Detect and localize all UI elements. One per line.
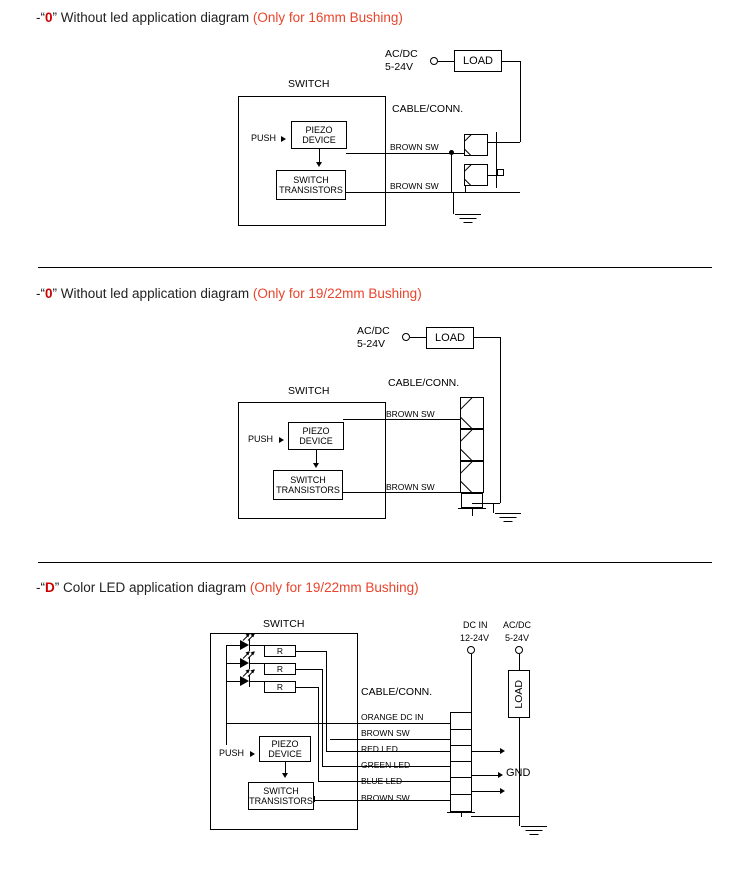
led-feed-2 (226, 663, 240, 664)
led-feed-3 (226, 681, 240, 682)
led-wire-2-out (296, 669, 322, 670)
resistor-3 (264, 681, 296, 693)
cable-conn-label-2: CABLE/CONN. (361, 686, 433, 698)
led-bus-2 (322, 669, 323, 766)
gnd-label-2: GND (506, 767, 531, 779)
led-wire-3 (249, 681, 264, 682)
heading-code-1: 0 (45, 286, 53, 301)
supply-terminal-2 (515, 646, 523, 654)
supply-label-2-line2: 5-24V (505, 633, 530, 643)
switch-transistors-box-1 (273, 470, 343, 500)
push-arrow-icon-1 (279, 437, 284, 443)
wire-lead-2-3 (326, 751, 450, 752)
heading-quote-open-1: “ (40, 286, 45, 301)
ground-symbol-1 (493, 513, 523, 525)
switch-label-0: SWITCH (288, 78, 330, 90)
piezo-line2-0: DEVICE (302, 135, 336, 145)
out-arrow-red-icon (500, 748, 505, 754)
wire-lead-2-5 (318, 781, 450, 782)
wire-lead-2-6-stub (314, 796, 315, 802)
supply-terminal-0 (430, 57, 438, 65)
cable-conn-label-0: CABLE/CONN. (392, 103, 464, 115)
section-heading-0 (36, 10, 403, 25)
ground-symbol-0 (453, 214, 483, 226)
supply-wire-1 (410, 337, 426, 338)
section-heading-2 (36, 580, 419, 595)
connector-base-stub-2 (461, 812, 462, 817)
push-arrow-icon-0 (281, 136, 286, 142)
connector-nub-0 (497, 169, 504, 176)
supply-label-1-line1: AC/DC (357, 325, 390, 337)
wire-lead-2-4 (322, 766, 450, 767)
wire-label-0-2: BROWN SW (390, 181, 439, 191)
heading-text-2: Color LED application diagram (59, 580, 250, 595)
connector-div-2-2 (450, 745, 472, 746)
sw-wire-bot-internal-0 (346, 192, 386, 193)
switch-tr-line2-1: TRANSISTORS (276, 485, 340, 495)
out-arrow-blue-icon (500, 788, 505, 794)
out-arrow-green-icon (498, 772, 503, 778)
piezo-line1-0: PIEZO (305, 124, 333, 135)
sw-wire-top-internal-0 (346, 153, 386, 154)
load-out-wire-0 (502, 61, 520, 62)
cable-conn-label-1: CABLE/CONN. (388, 377, 460, 389)
led-wire-1 (249, 645, 264, 646)
switch-transistors-box-2 (248, 782, 314, 810)
connector-base-stub-1 (472, 508, 473, 516)
load-return-wire-2 (471, 816, 519, 817)
terminal-cell-1-1 (460, 397, 484, 429)
piezo-line2-2: DEVICE (268, 749, 302, 759)
led-triangle-1-icon (240, 640, 249, 650)
heading-quote-open-2: “ (40, 580, 45, 595)
connector-div-2-1 (450, 729, 472, 730)
supply-label-2-line1: AC/DC (503, 620, 532, 630)
out-wire-blue (472, 791, 502, 792)
wire-label-2-1: ORANGE DC IN (361, 712, 424, 722)
wire-label-0-1: BROWN SW (390, 142, 439, 152)
sw-wire-top-internal-1 (343, 419, 386, 420)
connector-div-2-4 (450, 777, 472, 778)
wire-lead-2-2 (330, 739, 450, 740)
resistor-1-label: R (276, 646, 284, 656)
wire-lead-1-2 (386, 492, 460, 493)
section-heading-1 (36, 286, 422, 301)
terminal-cell-1-2 (460, 429, 484, 461)
wire-lead-2-6 (314, 800, 450, 801)
push-arrow-icon-2 (250, 751, 255, 757)
connector-tail-1 (461, 493, 483, 508)
wire-label-1-2: BROWN SW (386, 482, 435, 492)
wire-label-2-4: GREEN LED (361, 760, 411, 770)
supply-wire-0 (438, 61, 454, 62)
ground-symbol-2 (519, 826, 549, 838)
connector-div-2-3 (450, 761, 472, 762)
dcin-down-wire (471, 654, 472, 716)
piezo-device-box-2 (259, 736, 311, 762)
supply-terminal-1 (402, 333, 410, 341)
heading-quote-close: ” (52, 10, 58, 25)
ground-wire-1 (472, 503, 500, 504)
ground-down-0 (453, 192, 454, 214)
led-bus-common (226, 695, 227, 745)
heading-quote-close-2: ” (54, 580, 60, 595)
wire-label-2-3: RED LED (361, 744, 398, 754)
wire-lead-1-1 (386, 419, 460, 420)
terminal-cell-0-2 (464, 164, 488, 186)
piezo-device-box-1 (288, 422, 344, 450)
heading-code-2: D (45, 580, 55, 595)
wire-lead-2-1 (310, 723, 450, 724)
switch-outer-box-0 (238, 96, 386, 226)
push-label-2: PUSH (219, 748, 245, 758)
load-label-0: LOAD (463, 54, 493, 67)
piezo-line1-1: PIEZO (302, 425, 330, 436)
section-divider-1 (38, 562, 712, 563)
ground-down-2 (519, 816, 520, 826)
out-wire-green (472, 775, 500, 776)
piezo-device-box-0 (291, 121, 347, 149)
led-wire-1-out (296, 651, 326, 652)
heading-text: Without led application diagram (57, 10, 253, 25)
section-divider-0 (38, 267, 712, 268)
led-triangle-2-icon (240, 658, 249, 668)
common-to-dcin-wire (226, 723, 310, 724)
wire-label-1-1: BROWN SW (386, 409, 435, 419)
connector-body-0 (496, 132, 497, 188)
switch-label-2: SWITCH (263, 618, 305, 630)
switch-tr-line1-0: SWITCH (293, 174, 329, 185)
resistor-1 (264, 645, 296, 657)
led-bus-left (226, 645, 227, 695)
led-feed-1 (226, 645, 240, 646)
switch-label-1: SWITCH (288, 385, 330, 397)
out-wire-red (472, 751, 502, 752)
supply-label-1-line2: 5-24V (357, 338, 386, 350)
wire-label-2-6: BROWN SW (361, 793, 410, 803)
led-wire-3-out (296, 687, 318, 688)
resistor-3-label: R (276, 682, 284, 692)
wire-label-2-5: BLUE LED (361, 776, 403, 786)
sw-wire-bot-internal-1 (343, 492, 386, 493)
terminal-cell-1-3 (460, 461, 484, 493)
switch-tr-line2-0: TRANSISTORS (279, 185, 343, 195)
heading-code: 0 (45, 10, 53, 25)
resistor-2 (264, 663, 296, 675)
resistor-2-label: R (276, 664, 284, 674)
switch-tr-line1-2: SWITCH (263, 785, 299, 796)
ground-wire-0 (464, 192, 520, 193)
switch-tr-line2-2: TRANSISTORS (249, 796, 313, 806)
supply-label-0-line2: 5-24V (385, 61, 414, 73)
ground-stub-0 (465, 186, 466, 192)
led-bus-3 (318, 687, 319, 781)
switch-transistors-box-0 (276, 170, 346, 200)
led-bus-1 (326, 651, 327, 751)
connector-block-2 (450, 712, 472, 812)
heading-quote-open: “ (40, 10, 45, 25)
heading-dash: - (36, 10, 41, 25)
switch-tr-line1-1: SWITCH (290, 474, 326, 485)
dcin-label-line2: 12-24V (460, 633, 490, 643)
piezo-line2-1: DEVICE (299, 436, 333, 446)
supply-down-wire-2 (519, 654, 520, 670)
load-label-2: LOAD (512, 679, 525, 709)
heading-quote-close-1: ” (52, 286, 58, 301)
terminal-cell-0-1 (464, 134, 488, 156)
heading-dash-1: - (36, 286, 41, 301)
piezo-line1-2: PIEZO (271, 738, 299, 749)
heading-text-1: Without led application diagram (57, 286, 253, 301)
load-box-1 (426, 327, 474, 349)
load-out-wire-1 (474, 337, 500, 338)
connector-div-2-5 (450, 794, 472, 795)
dcin-terminal (467, 646, 475, 654)
push-label-1: PUSH (248, 434, 274, 444)
ground-down-1 (493, 503, 494, 513)
led-triangle-3-icon (240, 676, 249, 686)
piezo-arrow-icon-2 (282, 773, 288, 778)
load-down-wire-1 (500, 337, 501, 503)
load-box-2 (508, 670, 530, 718)
heading-dash-2: - (36, 580, 41, 595)
junction-link-0 (451, 153, 452, 192)
supply-label-0-line1: AC/DC (385, 48, 418, 60)
connector-tap-0-2 (488, 175, 496, 176)
piezo-arrow-icon-0 (316, 162, 322, 167)
push-label-0: PUSH (251, 133, 277, 143)
heading-note-1: (Only for 19/22mm Bushing) (252, 286, 422, 301)
dcin-label-line1: DC IN (463, 620, 488, 630)
load-box-0 (454, 50, 502, 72)
load-label-1: LOAD (435, 331, 465, 344)
wire-label-2-2: BROWN SW (361, 728, 410, 738)
load-down-wire-0 (520, 61, 521, 142)
led-wire-2 (249, 663, 264, 664)
heading-note: (Only for 16mm Bushing) (252, 10, 403, 25)
connector-tap-0-1 (488, 142, 496, 143)
piezo-arrow-icon-1 (313, 463, 319, 468)
heading-note-2: (Only for 19/22mm Bushing) (249, 580, 419, 595)
